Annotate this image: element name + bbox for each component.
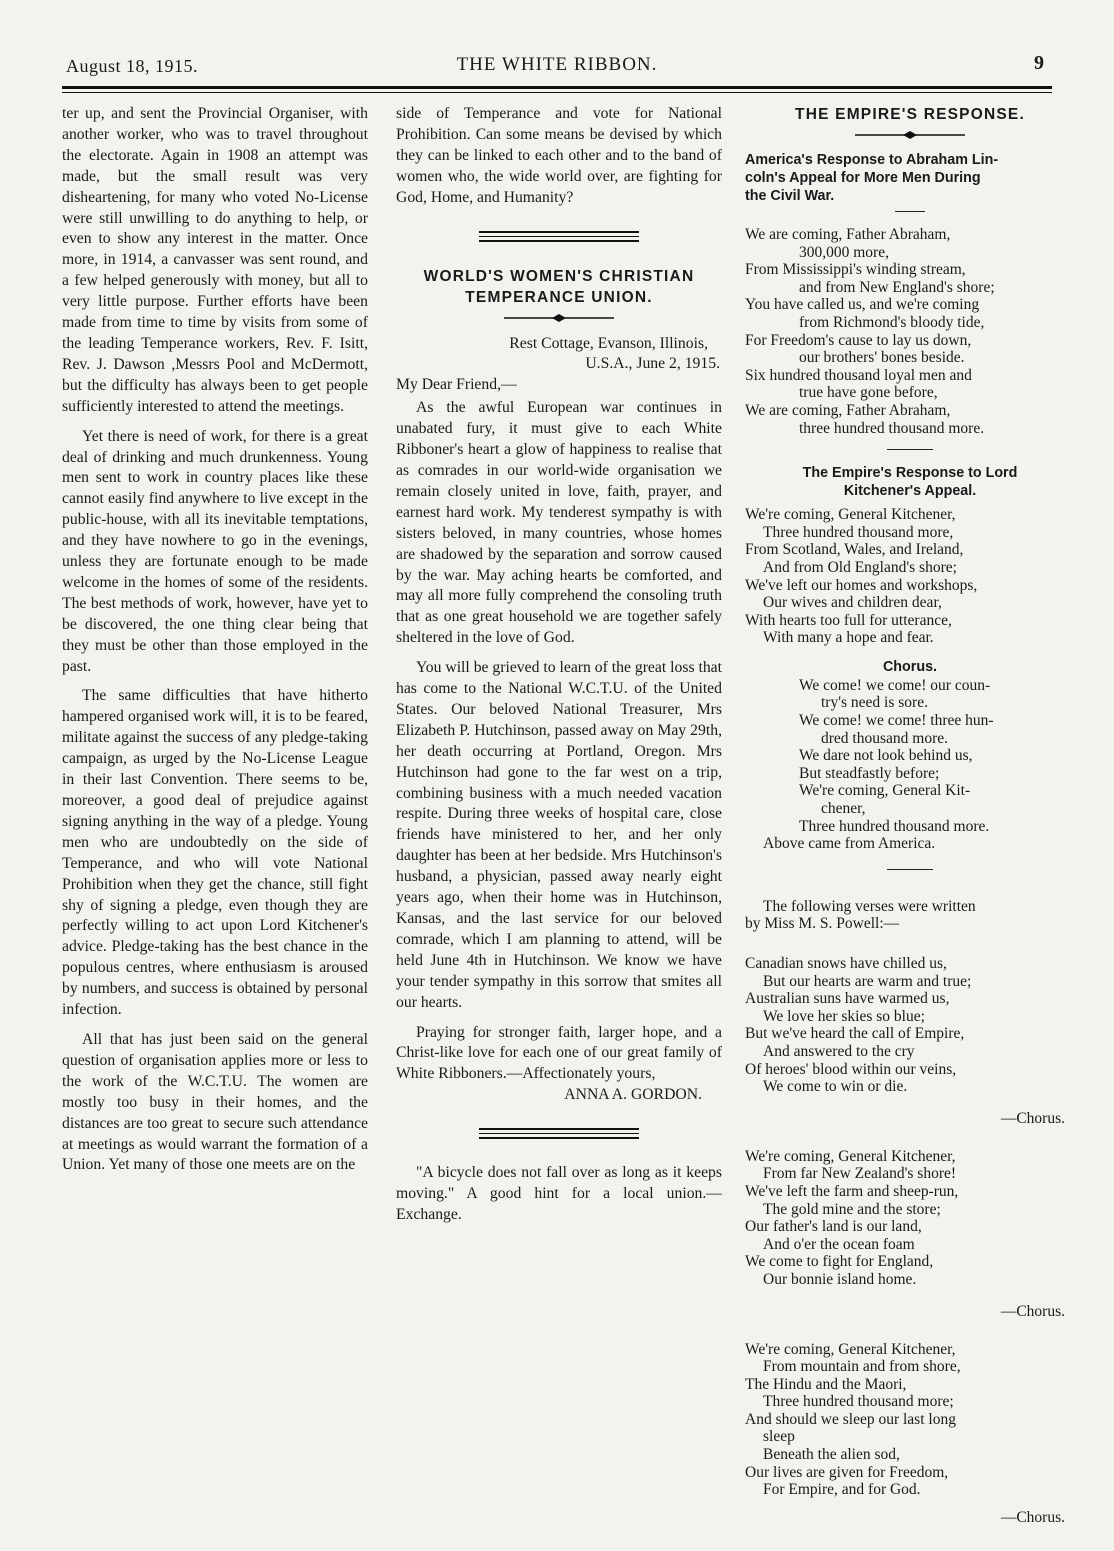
poem-line: Of heroes' blood within our veins, xyxy=(745,1060,957,1078)
subheading-line: the Civil War. xyxy=(745,188,835,204)
poem-line: try's need is sore. xyxy=(821,694,928,712)
poem-abraham xyxy=(745,226,1075,437)
poem-line: We love her skies so blue; xyxy=(763,1007,925,1025)
poem-line: From Scotland, Wales, and Ireland, xyxy=(745,541,964,559)
subheading-line: coln's Appeal for More Men During xyxy=(745,170,981,186)
poem-line: from Richmond's bloody tide, xyxy=(799,313,985,331)
section-divider xyxy=(479,1128,639,1139)
poem-line: Our lives are given for Freedom, xyxy=(745,1463,949,1481)
header-rule-thick xyxy=(62,86,1052,89)
wctu-heading-line: WORLD'S WOMEN'S CHRISTIAN xyxy=(423,267,695,285)
newspaper-title: THE WHITE RIBBON. xyxy=(456,54,658,75)
poem-line: But our hearts are warm and true; xyxy=(763,972,972,990)
powell-intro-line: by Miss M. S. Powell:— xyxy=(745,915,900,933)
poem-line: We're coming, General Kitchener, xyxy=(745,1340,956,1358)
america-response-subheading xyxy=(745,151,1075,205)
poem-line: The gold mine and the store; xyxy=(763,1200,941,1218)
powell-intro-line: The following verses were written xyxy=(763,897,976,915)
article-continuation: side of Temperance and vote for National Prohibition. Can some means be devised by which they can be linked to each other and to the band of women who, the wide world over, are fighting for God, Home, and Humanity? xyxy=(396,105,722,206)
article-paragraph: The same difficulties that have hitherto hampered organised work will, it is to be feared, militate against the success of any pledge-taking campaign, as urged by the No-License League in their last Convention. There seems to be, moreover, a good deal of prejudice against signing anything in the way of a pledge. Young men who are undoubtedly on the side of Temperance, and who will vote National Prohibition when they get the chance, still fight shy of signing a pledge, even though they are perfectly willing to act upon Lord Kitchener's advice. Pledge-taking has the best chance in the populous centres, where enthusiasm is aroused by numbers, and success is obtained by personal infection. xyxy=(62,687,368,1019)
page-number: 9 xyxy=(1034,52,1044,74)
article-paragraph: Yet there is need of work, for there is a great deal of drinking and much drunkenness. Young men sent to work in country places like these cannot easily find anywhere to live except in the public-house, with all its inevitable temptations, and they have nowhere to go in the evenings, unless they are fortunate enough to be made welcome in the homes of some of the residents. The best methods of work, however, have yet to be discovered, the one thing clear being that they must be other than those employed in the past. xyxy=(62,427,368,675)
poem-line: With hearts too full for utterance, xyxy=(745,611,952,629)
poem-line: Three hundred thousand more; xyxy=(763,1393,954,1411)
poem-line: chener, xyxy=(821,800,866,818)
issue-date: August 18, 1915. xyxy=(66,56,199,76)
chorus-reference: —Chorus. xyxy=(1000,1109,1065,1127)
poem-line: Our bonnie island home. xyxy=(763,1270,917,1288)
letter-paragraph: Praying for stronger faith, larger hope, and a Christ-like love for each one of our great family of White Ribboners.—Affectionately yours, xyxy=(396,1023,722,1083)
poem-line: our brothers' bones beside. xyxy=(799,349,965,367)
poem-line: We're coming, General Kitchener, xyxy=(745,1147,956,1165)
poem-line: From far New Zealand's shore! xyxy=(763,1165,957,1183)
short-divider xyxy=(895,211,925,212)
letter-date: U.S.A., June 2, 1915. xyxy=(585,355,720,373)
letter-signature: ANNA A. GORDON. xyxy=(564,1086,702,1104)
poem-line: true have gone before, xyxy=(799,384,938,402)
poem-line: And should we sleep our last long xyxy=(745,1410,956,1428)
letter-paragraph: As the awful European war continues in unabated fury, it must give to each White Ribboner's heart a glow of happiness to realise that as comrades in our world-wide organisation we remain closely united in love, faith, prayer, and earnest hard work. My tenderest sympathy is with sisters beloved, in many countries, whose homes are shadowed by the separation and sorrow caused by the war. May aching hearts be comforted, and may all more fully comprehend the consoling truth that as one great household we are together safely sheltered in the love of God. xyxy=(396,399,722,647)
poem-line: But steadfastly before; xyxy=(799,764,940,782)
poem-line: Three hundred thousand more. xyxy=(799,817,990,835)
letter-paragraph: You will be grieved to learn of the great loss that has come to the National W.C.T.U. of the United States. Our beloved National Treasurer, Mrs Elizabeth P. Hutchinson, passed away on May 29th, her death occurring at Portland, Oregon. Mrs Hutchinson had gone to the far west on a trip, combining business with a much needed vacation respite. During three weeks of hospital care, close friends have ministered to her, and her only daughter has been at her bedside. Mrs Hutchinson's husband, a physician, passed away nearly eight years ago, when their home was in Hutchinson, Kansas, and the last service for our beloved comrade, which I am planning to attend, will be held June 4th in Hutchinson. We know we have your tender sympathy in this sorrow that smites all our hearts. xyxy=(396,659,722,1011)
empire-response-heading: THE EMPIRE'S RESPONSE. xyxy=(795,106,1025,123)
wctu-heading-line: TEMPERANCE UNION. xyxy=(465,288,653,306)
poem-line: And answered to the cry xyxy=(763,1042,915,1060)
powell-stanza-3 xyxy=(745,1341,1075,1499)
short-divider xyxy=(887,869,933,870)
poem-line: Six hundred thousand loyal men and xyxy=(745,366,972,384)
poem-line: Our father's land is our land, xyxy=(745,1218,922,1236)
column-3 xyxy=(745,104,1075,1547)
subheading-line: The Empire's Response to Lord xyxy=(802,465,1018,482)
chorus-reference: —Chorus. xyxy=(1000,1508,1065,1526)
chorus-verse xyxy=(745,677,1075,853)
poem-line: You have called us, and we're coming xyxy=(745,296,980,314)
powell-stanza-2 xyxy=(745,1148,1075,1289)
column-1 xyxy=(62,104,368,1185)
poem-line: We are coming, Father Abraham, xyxy=(745,401,951,419)
poem-line: From Mississippi's winding stream, xyxy=(745,261,966,279)
diamond-rule-ornament xyxy=(504,314,614,322)
poem-line: Canadian snows have chilled us, xyxy=(745,955,947,972)
poem-line: sleep xyxy=(763,1428,795,1446)
poem-line: For Empire, and for God. xyxy=(763,1481,921,1499)
poem-line: We've left our homes and workshops, xyxy=(745,576,978,594)
poem-line: We come to fight for England, xyxy=(745,1253,934,1271)
poem-line: We're coming, General Kitchener, xyxy=(745,506,956,524)
kitchener-response-subheading xyxy=(745,464,1075,500)
poem-line: We're coming, General Kit- xyxy=(799,782,971,800)
column-2 xyxy=(396,104,722,1235)
poem-line: We come! we come! our coun- xyxy=(799,676,991,694)
bicycle-quote: "A bicycle does not fall over as long as it keeps moving." A good hint for a local union.—Exchange. xyxy=(396,1164,722,1223)
poem-kitchener xyxy=(745,506,1075,647)
poem-line: We've left the farm and sheep-run, xyxy=(745,1182,959,1200)
poem-line: With many a hope and fear. xyxy=(763,629,934,647)
poem-line: We come! we come! three hun- xyxy=(799,712,994,730)
letter-address: Rest Cottage, Evanson, Illinois, xyxy=(509,334,708,352)
chorus-heading: Chorus. xyxy=(882,658,937,675)
diamond-rule-ornament xyxy=(855,131,965,139)
poem-line: Our wives and children dear, xyxy=(763,594,942,612)
powell-stanza-1 xyxy=(745,955,1075,1096)
poem-line: The Hindu and the Maori, xyxy=(745,1375,907,1393)
poem-line: For Freedom's cause to lay us down, xyxy=(745,331,972,349)
poem-line: three hundred thousand more. xyxy=(799,419,985,437)
poem-line: And from Old England's shore; xyxy=(763,558,957,576)
poem-line: 300,000 more, xyxy=(799,243,889,261)
poem-line: And o'er the ocean foam xyxy=(763,1235,915,1253)
poem-line: But we've heard the call of Empire, xyxy=(745,1025,965,1043)
poem-line: We are coming, Father Abraham, xyxy=(745,226,951,243)
section-divider xyxy=(479,231,639,242)
poem-line: dred thousand more. xyxy=(821,729,948,747)
poem-line: and from New England's shore; xyxy=(799,278,995,296)
chorus-reference: —Chorus. xyxy=(1000,1302,1065,1320)
letter-salutation: My Dear Friend,— xyxy=(396,376,517,394)
subheading-line: America's Response to Abraham Lin- xyxy=(745,152,999,168)
poem-line: Beneath the alien sod, xyxy=(763,1446,900,1464)
wctu-heading xyxy=(396,266,722,308)
poem-line: Three hundred thousand more, xyxy=(763,523,954,541)
header-rule-thin xyxy=(62,92,1052,93)
poem-line: We dare not look behind us, xyxy=(799,747,973,765)
subheading-line: Kitchener's Appeal. xyxy=(843,483,977,500)
poem-line: We come to win or die. xyxy=(763,1078,908,1096)
page-header xyxy=(62,48,1052,82)
poem-note: Above came from America. xyxy=(763,835,936,853)
article-paragraph: ter up, and sent the Provincial Organiser, with another worker, who was to travel throughout the electorate. Again in 1908 an attempt was made, but the small result was very disheartening, for many who voted No-License were still unwilling to do anything to help, or even to show any interest in the matter. Once more, in 1914, a canvasser was sent round, and a few helped generously with money, but all to very little purpose. Further efforts have been made from time to time by visits from some of the leading Temperance workers, Rev. F. Isitt, Rev. J. Dawson ,Messrs Pool and McDermott, but the difficulty has always been to get people sufficiently interested to attend the meetings. xyxy=(62,105,368,415)
article-paragraph: All that has just been said on the general question of organisation applies more or less to the work of the W.C.T.U. The women are mostly too busy in their homes, and the distances are too great to secure such attendance at meetings as would warrant the formation of a Union. Yet many of those one meets are on the xyxy=(62,1030,368,1174)
poem-line: From mountain and from shore, xyxy=(763,1358,961,1376)
short-divider xyxy=(887,449,933,450)
poem-line: Australian suns have warmed us, xyxy=(745,990,950,1008)
